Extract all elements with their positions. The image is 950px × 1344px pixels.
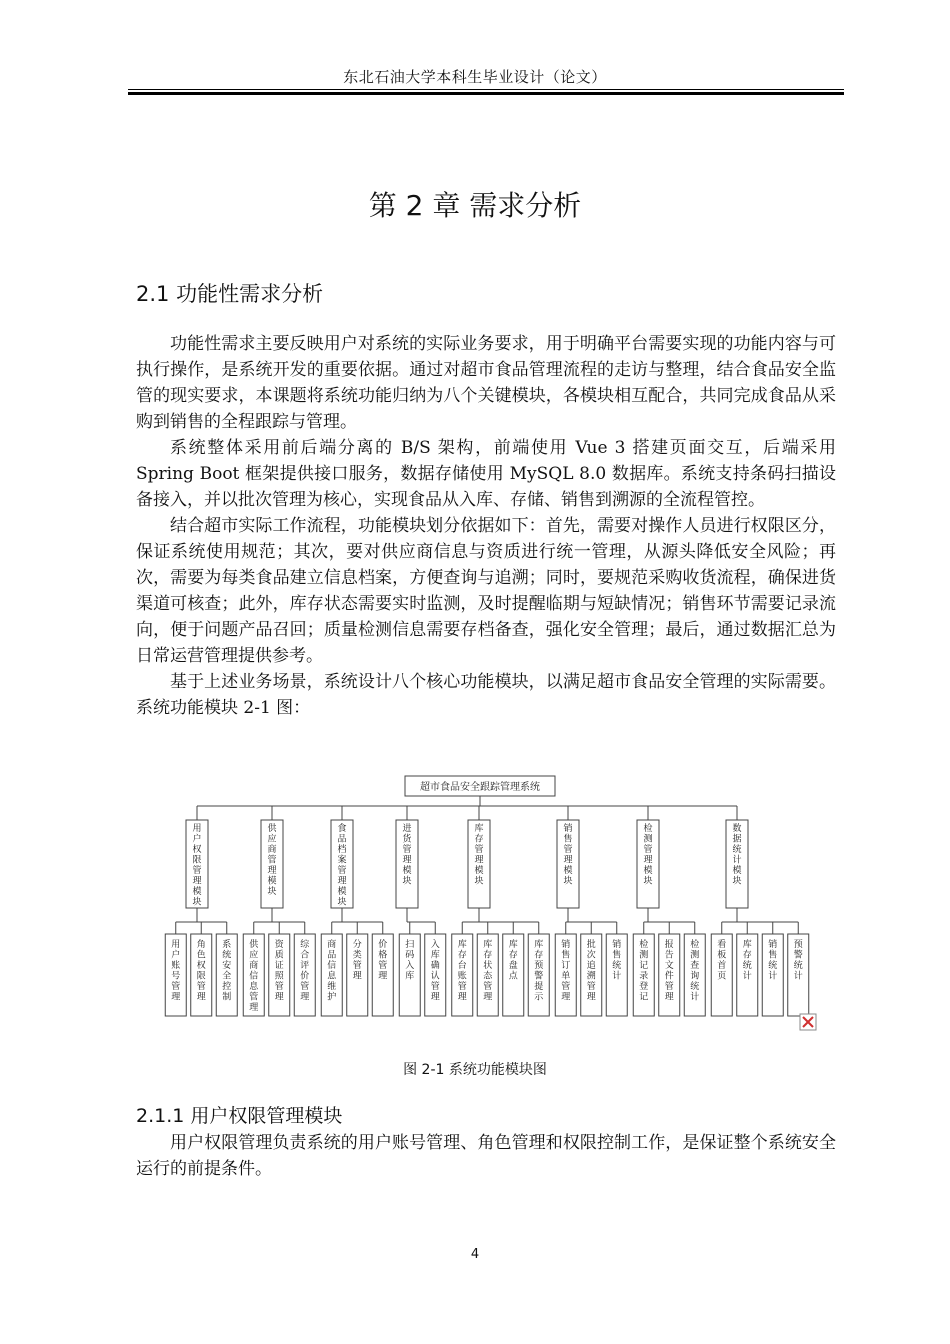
submodule-label: 评 xyxy=(300,961,310,971)
submodule-label: 分 xyxy=(352,940,362,950)
submodule-label: 库 xyxy=(457,940,467,950)
paragraph-module-basis: 结合超市实际工作流程，功能模块划分依据如下：首先，需要对操作人员进行权限区分，保证系统使用规范；其次，要对供应商信息与资质进行统一管理，从源头降低安全风险；再次，需要为每类食品建立信息档案，方便查询与追溯；同时，要规范采购收货流程，确保进货渠道可核查；此外，库存状态需要实时监测，及时提醒临期与短缺情况；销售环节需要记录流向，便于问题产品召回；质量检测信息需要存档备查，强化安全管理；最后，通过数据汇总为日常运营管理提供参考。 xyxy=(136,516,836,666)
submodule-label: 计 xyxy=(768,971,778,982)
submodule-label: 账 xyxy=(171,961,181,971)
module-label: 块 xyxy=(402,876,412,887)
module-label: 户 xyxy=(192,834,202,845)
submodule-label: 品 xyxy=(327,950,337,961)
submodule-label: 检 xyxy=(690,940,700,950)
module-label: 测 xyxy=(643,834,653,845)
submodule-label: 息 xyxy=(327,971,337,982)
submodule-label: 管 xyxy=(274,982,284,992)
paragraph-user-permission: 用户权限管理负责系统的用户账号管理、角色管理和权限控制工作，是保证整个系统安全运行的前提条件。 xyxy=(136,1133,836,1179)
submodule-label: 盘 xyxy=(508,961,518,971)
submodule-label: 销 xyxy=(768,940,778,950)
submodule-label: 台 xyxy=(457,961,467,971)
module-label: 模 xyxy=(402,866,412,876)
submodule-label: 入 xyxy=(405,961,415,971)
submodule-label: 统 xyxy=(222,950,232,961)
module-label: 权 xyxy=(192,845,202,855)
module-label: 案 xyxy=(337,855,347,866)
submodule-label: 理 xyxy=(586,992,596,1003)
module-label: 理 xyxy=(474,855,484,866)
paragraph-intro: 功能性需求主要反映用户对系统的实际业务要求，用于明确平台需要实现的功能内容与可执行操作，是系统开发的重要依据。通过对超市食品管理流程的走访与整理，结合食品安全监管的现实要求，本课题将系统功能归纳为八个关键模块，各模块相互配合，共同完成食品从采购到销售的全程跟踪与管理。 xyxy=(136,334,836,432)
module-label: 块 xyxy=(192,897,202,908)
submodule-label: 首 xyxy=(717,961,727,971)
module-label: 管 xyxy=(337,866,347,876)
submodule-label: 确 xyxy=(430,961,440,971)
submodule-label: 理 xyxy=(352,971,362,982)
submodule-label: 批 xyxy=(586,940,596,950)
submodule-label: 系 xyxy=(222,940,232,950)
module-label: 理 xyxy=(643,855,653,866)
submodule-label: 维 xyxy=(327,982,337,992)
module-label: 管 xyxy=(267,855,277,866)
module-label: 模 xyxy=(732,866,742,876)
submodule-label: 综 xyxy=(300,940,310,950)
module-label: 进 xyxy=(402,824,412,834)
submodule-label: 登 xyxy=(639,982,649,992)
submodule-label: 扫 xyxy=(405,940,415,950)
submodule-label: 供 xyxy=(249,940,259,950)
submodule-label: 计 xyxy=(742,971,752,982)
submodule-label: 管 xyxy=(300,982,310,992)
submodule-label: 管 xyxy=(430,982,440,992)
submodule-label: 存 xyxy=(483,950,493,961)
module-label: 应 xyxy=(267,834,277,845)
module-label: 块 xyxy=(474,876,484,887)
submodule-label: 录 xyxy=(639,971,649,982)
submodule-label: 告 xyxy=(664,950,674,961)
submodule-label: 记 xyxy=(639,961,649,971)
submodule-label: 预 xyxy=(534,961,544,971)
submodule-label: 统 xyxy=(690,982,700,992)
submodule-label: 理 xyxy=(457,992,467,1003)
submodule-label: 全 xyxy=(222,971,232,982)
submodule-label: 商 xyxy=(249,961,259,971)
module-label: 数 xyxy=(732,824,742,834)
submodule-label: 理 xyxy=(664,992,674,1003)
module-label: 售 xyxy=(563,834,573,845)
submodule-label: 检 xyxy=(639,940,649,950)
module-label: 计 xyxy=(732,855,742,866)
module-label: 据 xyxy=(732,834,742,845)
module-label: 理 xyxy=(563,855,573,866)
submodule-label: 存 xyxy=(534,950,544,961)
submodule-label: 管 xyxy=(196,982,206,992)
submodule-label: 管 xyxy=(457,982,467,992)
submodule-label: 提 xyxy=(534,982,544,992)
module-label: 理 xyxy=(192,876,202,887)
submodule-label: 预 xyxy=(793,940,803,950)
submodule-label: 管 xyxy=(483,982,493,992)
submodule-label: 示 xyxy=(534,992,544,1003)
submodule-label: 证 xyxy=(274,961,284,971)
submodule-label: 管 xyxy=(352,961,362,971)
submodule-label: 统 xyxy=(742,961,752,971)
submodule-label: 询 xyxy=(690,971,700,982)
module-label: 管 xyxy=(474,845,484,855)
submodule-label: 码 xyxy=(405,950,415,961)
module-label: 管 xyxy=(643,845,653,855)
submodule-label: 管 xyxy=(378,961,388,971)
submodule-label: 管 xyxy=(664,982,674,992)
submodule-label: 警 xyxy=(793,950,803,961)
submodule-label: 格 xyxy=(378,950,388,961)
module-diagram xyxy=(140,760,830,1050)
submodule-label: 质 xyxy=(274,950,284,961)
close-icon xyxy=(800,1014,816,1030)
module-label: 块 xyxy=(732,876,742,887)
submodule-label: 资 xyxy=(274,940,284,950)
module-label: 块 xyxy=(643,876,653,887)
submodule-label: 信 xyxy=(327,961,337,971)
submodule-label: 库 xyxy=(742,940,752,950)
submodule-label: 认 xyxy=(430,971,440,982)
module-label: 模 xyxy=(267,876,277,887)
submodule-label: 制 xyxy=(222,992,232,1003)
submodule-label: 次 xyxy=(586,950,596,961)
page-number: 4 xyxy=(470,1247,480,1262)
submodule-label: 库 xyxy=(405,971,415,982)
submodule-label: 权 xyxy=(196,961,206,971)
submodule-label: 态 xyxy=(483,971,493,982)
running-header: 东北石油大学本科生毕业设计（论文） xyxy=(343,68,607,86)
module-label: 块 xyxy=(563,876,573,887)
submodule-label: 存 xyxy=(508,950,518,961)
submodule-label: 页 xyxy=(717,971,727,982)
module-label: 理 xyxy=(337,876,347,887)
module-label: 供 xyxy=(267,824,277,834)
submodule-label: 号 xyxy=(171,971,181,982)
submodule-label: 应 xyxy=(249,950,259,961)
submodule-label: 看 xyxy=(717,940,727,950)
submodule-label: 记 xyxy=(639,992,649,1003)
submodule-label: 文 xyxy=(664,961,674,971)
module-label: 管 xyxy=(192,866,202,876)
submodule-label: 计 xyxy=(612,971,622,982)
submodule-label: 色 xyxy=(196,950,206,961)
submodule-label: 管 xyxy=(171,982,181,992)
module-label: 检 xyxy=(643,824,653,834)
submodule-label: 商 xyxy=(327,940,337,950)
submodule-label: 控 xyxy=(222,982,232,992)
submodule-label: 管 xyxy=(249,992,259,1003)
submodule-label: 库 xyxy=(483,940,493,950)
submodule-label: 测 xyxy=(639,950,649,961)
submodule-label: 统 xyxy=(793,961,803,971)
submodule-label: 警 xyxy=(534,971,544,982)
submodule-label: 售 xyxy=(768,950,778,961)
submodule-label: 信 xyxy=(249,971,259,982)
chapter-title: 第 2 章 需求分析 xyxy=(368,189,582,222)
module-label: 理 xyxy=(402,855,412,866)
submodule-label: 理 xyxy=(249,1003,259,1013)
module-label: 用 xyxy=(192,824,202,834)
submodule-label: 单 xyxy=(561,971,571,982)
module-label: 商 xyxy=(267,845,277,855)
submodule-label: 管 xyxy=(561,982,571,992)
submodule-label: 安 xyxy=(222,961,232,971)
submodule-label: 库 xyxy=(430,950,440,961)
submodule-label: 溯 xyxy=(586,971,596,982)
submodule-label: 类 xyxy=(352,950,362,961)
submodule-label: 理 xyxy=(274,992,284,1003)
root-node-label: 超市食品安全跟踪管理系统 xyxy=(420,782,540,793)
submodule-label: 销 xyxy=(561,940,571,950)
submodule-label: 查 xyxy=(690,961,700,971)
submodule-label: 计 xyxy=(793,971,803,982)
submodule-label: 订 xyxy=(561,961,571,971)
submodule-label: 理 xyxy=(561,992,571,1003)
module-label: 货 xyxy=(402,834,412,845)
submodule-label: 存 xyxy=(457,950,467,961)
submodule-label: 理 xyxy=(196,992,206,1003)
module-label: 模 xyxy=(337,887,347,897)
submodule-label: 报 xyxy=(664,940,674,950)
module-label: 模 xyxy=(192,887,202,897)
function-module-figure xyxy=(140,760,830,1050)
submodule-label: 理 xyxy=(300,992,310,1003)
submodule-label: 价 xyxy=(378,940,388,950)
submodule-label: 库 xyxy=(508,940,518,950)
module-label: 管 xyxy=(563,845,573,855)
submodule-label: 板 xyxy=(717,950,727,961)
submodule-label: 护 xyxy=(327,992,337,1003)
header-rule-thick xyxy=(128,92,844,95)
submodule-label: 限 xyxy=(196,971,206,982)
subsection-body xyxy=(136,1130,836,1182)
module-label: 模 xyxy=(563,866,573,876)
subsection-title: 2.1.1 用户权限管理模块 xyxy=(136,1105,343,1127)
section-title: 2.1 功能性需求分析 xyxy=(136,282,324,306)
submodule-label: 状 xyxy=(483,961,493,971)
paragraph-figure-lead: 基于上述业务场景，系统设计八个核心功能模块，以满足超市食品安全管理的实际需要。系统功能模块 2-1 图： xyxy=(136,672,836,718)
submodule-label: 合 xyxy=(300,950,310,961)
module-label: 品 xyxy=(337,834,347,845)
submodule-label: 入 xyxy=(430,940,440,950)
submodule-label: 管 xyxy=(586,982,596,992)
submodule-label: 售 xyxy=(612,950,622,961)
submodule-label: 统 xyxy=(612,961,622,971)
module-label: 管 xyxy=(402,845,412,855)
module-label: 档 xyxy=(337,845,347,855)
submodule-label: 照 xyxy=(274,971,284,982)
header-rule-thin xyxy=(128,89,844,90)
submodule-label: 理 xyxy=(483,992,493,1003)
submodule-label: 户 xyxy=(171,950,181,961)
module-label: 理 xyxy=(267,866,277,876)
figure-caption: 图 2-1 系统功能模块图 xyxy=(403,1062,547,1078)
submodule-label: 测 xyxy=(690,950,700,961)
paragraph-architecture: 系统整体采用前后端分离的 B/S 架构，前端使用 Vue 3 搭建页面交互，后端采用 Spring Boot 框架提供接口服务，数据存储使用 MySQL 8.0 数据库。系统支持条码扫描设备接入，并以批次管理为核心，实现食品从入库、存储、销售到溯源的全流程管控。 xyxy=(136,438,836,510)
submodule-label: 库 xyxy=(534,940,544,950)
module-label: 食 xyxy=(337,824,347,834)
submodule-label: 统 xyxy=(768,961,778,971)
module-label: 块 xyxy=(337,897,347,908)
submodule-label: 点 xyxy=(508,971,518,982)
submodule-label: 理 xyxy=(430,992,440,1003)
submodule-label: 用 xyxy=(171,940,181,950)
submodule-label: 销 xyxy=(612,940,622,950)
submodule-label: 件 xyxy=(664,971,674,982)
module-label: 统 xyxy=(732,845,742,855)
submodule-label: 角 xyxy=(196,940,206,950)
module-label: 块 xyxy=(267,887,277,897)
submodule-label: 追 xyxy=(586,961,596,971)
module-label: 库 xyxy=(474,824,484,834)
submodule-label: 价 xyxy=(300,971,310,982)
module-label: 存 xyxy=(474,834,484,845)
module-label: 模 xyxy=(474,866,484,876)
module-label: 限 xyxy=(192,855,202,866)
section-body xyxy=(136,331,836,721)
submodule-label: 理 xyxy=(378,971,388,982)
submodule-label: 息 xyxy=(249,982,259,992)
submodule-label: 售 xyxy=(561,950,571,961)
submodule-label: 计 xyxy=(690,992,700,1003)
submodule-label: 理 xyxy=(171,992,181,1003)
submodule-label: 存 xyxy=(742,950,752,961)
module-label: 模 xyxy=(643,866,653,876)
module-label: 销 xyxy=(563,824,573,834)
submodule-label: 账 xyxy=(457,971,467,982)
